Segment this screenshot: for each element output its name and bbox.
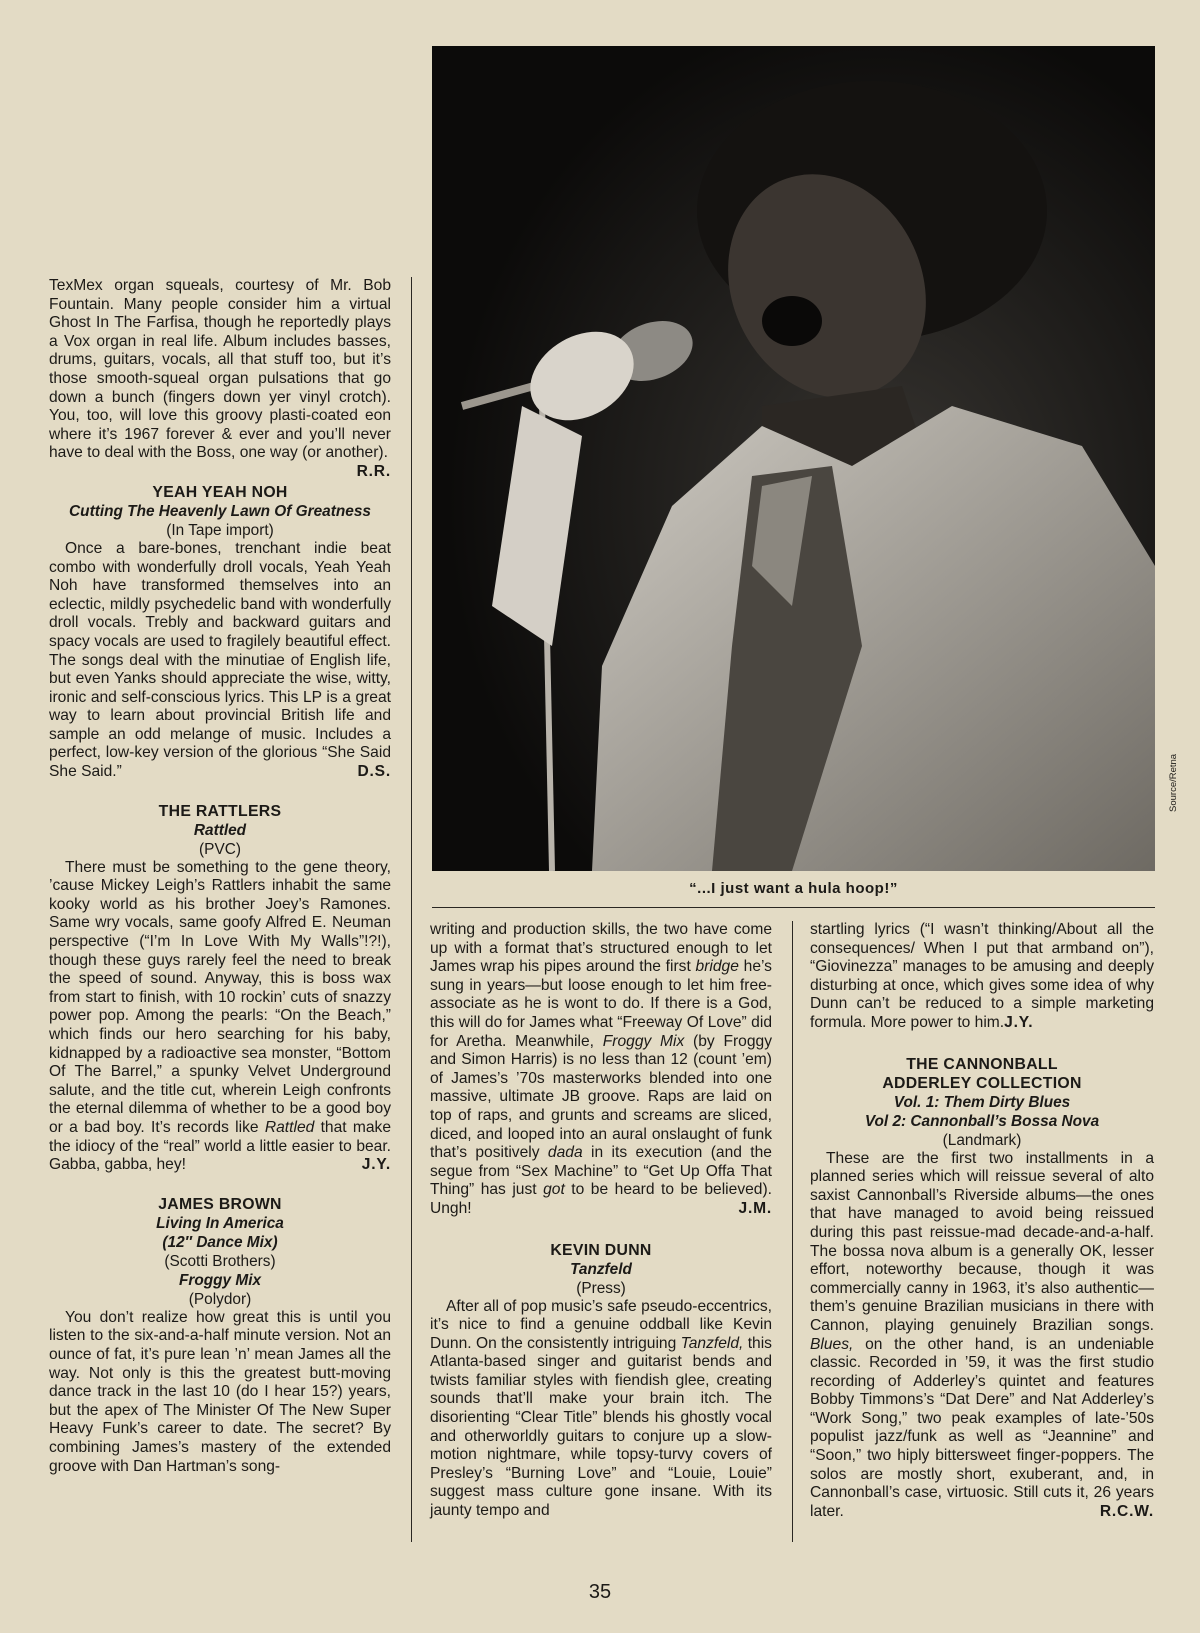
review-label: (Landmark) <box>942 1131 1022 1149</box>
photo-illustration <box>432 46 1155 871</box>
review-kevin-dunn <box>430 1241 772 1521</box>
review-label: (In Tape import) <box>166 521 274 539</box>
review-body-text: These are the first two installments in a planned series which will reissue several of alto saxist Cannonball’s Riverside albums—the ones that have managed to avoid being reissued during this past reissue-mad decade-and-a-half. The bossa nova album is a generally OK, lesser effort, noteworthy because, though it was commercially canny in 1963, it’s also authentic—them’s genuine Brazilian musicians in there with Cannon, playing genuinely Brazilian songs. <box>810 1149 1154 1334</box>
intro-text: TexMex organ squeals, courtesy of Mr. Bob Fountain. Many people consider him a virtual Ghost In The Farfisa, though he reportedly plays a Vox organ in real life. Album includes basses, drums, guitars, vocals, all that stuff too, but it’s those smooth-squeal organ pulsations that go down a bunch (fingers down yer vinyl crotch). You, too, will love this groovy plasti-coated eon where it’s 1967 forever & ever and you’ll never have to deal with the Boss, one way (or another). <box>49 277 391 462</box>
review-body <box>810 1150 1154 1522</box>
review-body-text: Once a bare-bones, trenchant indie beat combo with wonderfully droll vocals, Yeah Yeah Noh have transformed themselves into an eclectic, mildly psychedelic band with wonderfully droll vocals. Trebly and backward guitars and spacy vocals are used to fragilely beautiful effect. The songs deal with the minutiae of English life, but even Yanks should appreciate the wise, witty, ironic and self-conscious lyrics. This LP is a great way to learn about provincial British life and sample an odd melange of music. Includes a perfect, low-key version of the glorious “She Said She Said.” <box>49 539 391 781</box>
column-1 <box>49 277 391 1476</box>
photo-credit: Source/Retna <box>1168 753 1179 812</box>
review-body-emphasis: Tanzfeld, <box>680 1334 744 1352</box>
review-signature: R.C.W. <box>1099 1502 1154 1520</box>
performer-photo <box>432 46 1155 871</box>
review-body-emphasis: Blues, <box>810 1335 854 1353</box>
review-artist: THE RATTLERS <box>158 802 282 820</box>
review-body-text: this Atlanta-based singer and guitarist bends and twists familiar styles with fiendish glee, creating sounds that’ll make your brain itch. The disorienting “Clear Title” blends his ghostly vocal and otherworldly guitars to conjure up a slow-motion nightmare, while topsy-turvy covers of Presley’s “Burning Love” and “Louie, Louie” suggest mass culture gone insane. With its jaunty tempo and <box>430 1334 772 1520</box>
review-body-text: in its execution (and the segue from “Sex Machine” to “Get Up Offa That Thing” has just <box>430 1144 772 1199</box>
review-artist: KEVIN DUNN <box>550 1241 652 1259</box>
column-rule-2 <box>792 921 793 1542</box>
review-signature: D.S. <box>357 763 391 781</box>
review-body-text: After all of pop music’s safe pseudo-eccentrics, it’s nice to find a genuine oddball like Kevin Dunn. On the consistently intriguing <box>430 1297 772 1352</box>
column-2 <box>430 921 772 1521</box>
review-album-title-2: Vol 2: Cannonball’s Bossa Nova <box>864 1112 1100 1130</box>
review-body <box>430 1298 772 1521</box>
review-body: You don’t realize how great this is until you listen to the six-and-a-half minute version. Not an ounce of fat, it’s pure lean ’n’ mean James all the way. Not only is this the greatest butt-moving dance track in the last 10 (do I hear 15?) years, but the apex of The Minister Of The New Super Heavy Funk’s career to date. The secret? By combining James’s mastery of the extended groove with Dan Hartman’s song- <box>49 1308 391 1475</box>
review-album-title: Living In America <box>156 1214 284 1232</box>
review-artist: YEAH YEAH NOH <box>152 483 288 501</box>
review-artist: THE CANNONBALL <box>906 1055 1058 1073</box>
review-body <box>49 540 391 782</box>
review-artist: JAMES BROWN <box>158 1195 282 1213</box>
review-body-text: on the other hand, is an undeniable classic. Recorded in ’59, it was the first studio recording of Adderley’s quintet and features Bobby Timmons’s “Dat Dere” and Nat Adderley’s “Work Song,” two peak examples of late-’50s populist jazz/funk as well as “Jeannine” and “Soon,” two hiply bittersweet finger-poppers. The solos are mostly short, exuberant, and, in Cannonball’s case, virtuosic. Still cuts it, 26 years later. <box>810 1335 1154 1520</box>
review-album-title-2: Froggy Mix <box>178 1271 262 1289</box>
review-intro-text <box>49 277 391 480</box>
review-body-text: startling lyrics (“I wasn’t thinking/About all the consequences/ When I put that armband on”), “Giovinezza” manages to be amusing and deeply disturbing at once, which gives some idea of why Dunn can’t be reduced to a simple marketing formula. More power to him. <box>810 921 1154 1031</box>
photo-caption: “...I just want a hula hoop!” <box>689 880 898 897</box>
review-album-title: Tanzfeld <box>570 1260 632 1278</box>
review-body-emphasis: Rattled <box>264 1118 315 1136</box>
review-signature: J.Y. <box>1004 1013 1034 1031</box>
review-label: (PVC) <box>199 840 241 858</box>
review-body-text: to be heard to be believed). Ungh! <box>430 1181 772 1217</box>
page-number: 35 <box>588 1581 612 1603</box>
review-body <box>49 859 391 1175</box>
review-body-emphasis: bridge <box>695 958 739 976</box>
review-album-title: Cutting The Heavenly Lawn Of Greatness <box>69 502 371 520</box>
review-label: (Scotti Brothers) <box>164 1252 276 1270</box>
review-artist-line-2: ADDERLEY COLLECTION <box>882 1074 1082 1092</box>
review-body-text: he’s sung in years—but loose enough to let him free-associate as he is wont to do. If there is a God, this will do for James what “Freeway Of Love” did for Aretha. Meanwhile, <box>430 958 772 1050</box>
column-rule-1 <box>411 277 412 1542</box>
review-label-2: (Polydor) <box>188 1290 252 1308</box>
review-body-text: writing and production skills, the two have come up with a format that’s structured enough to let James wrap his pipes around the first <box>430 921 772 976</box>
review-body-text: (by Froggy and Simon Harris) is no less than 12 (count ’em) of James’s ’70s masterworks blended into one massive, ultimate JB groove. Raps are laid on top of raps, and grunts and screams are sliced, diced, and looped into an aural onslaught of funk that’s positively <box>430 1032 772 1162</box>
review-body-emphasis: Froggy Mix <box>602 1032 685 1050</box>
review-body-emphasis: got <box>543 1181 565 1199</box>
review-cannonball-adderley <box>810 1055 1154 1522</box>
review-signature: J.Y. <box>361 1156 391 1174</box>
review-the-rattlers <box>49 802 391 1175</box>
kevin-dunn-continued <box>810 921 1154 1033</box>
review-body-emphasis: dada <box>547 1144 583 1162</box>
review-album-subtitle: (12″ Dance Mix) <box>162 1233 278 1251</box>
review-album-title: Rattled <box>193 821 247 839</box>
review-body-text: that make the idiocy of the “real” world a little easier to bear. Gabba, gabba, hey! <box>49 1118 391 1174</box>
review-yeah-yeah-noh <box>49 483 391 782</box>
review-body-text: There must be something to the gene theory, ’cause Mickey Leigh’s Rattlers inhabit the same kooky world as his brother Joey’s Ramones. Same wry vocals, same goofy Alfred E. Neuman perspective (“I’m In Love With My Walls”!?!), though these guys rarely feel the need to break the speed of sound. Anyway, this is boss wax from start to finish, with 10 rockin’ cuts of snazzy power pop. Among the pearls: “On the Beach,” which finds our hero searching for his baby, kidnapped by a radioactive sea monster, “Bottom Of The Barrel,” a spunky Velvet Underground salute, and the title cut, wherein Leigh confronts the eternal dilemma of whether to be a good boy or a bad boy. It’s records like <box>49 858 391 1136</box>
review-album-title: Vol. 1: Them Dirty Blues <box>893 1093 1071 1111</box>
review-label: (Press) <box>576 1279 626 1297</box>
column-3 <box>810 921 1154 1521</box>
intro-signature: R.R. <box>356 462 391 480</box>
review-signature: J.M. <box>738 1199 772 1217</box>
james-brown-continued <box>430 921 772 1219</box>
review-james-brown <box>49 1195 391 1476</box>
caption-rule <box>432 907 1155 908</box>
